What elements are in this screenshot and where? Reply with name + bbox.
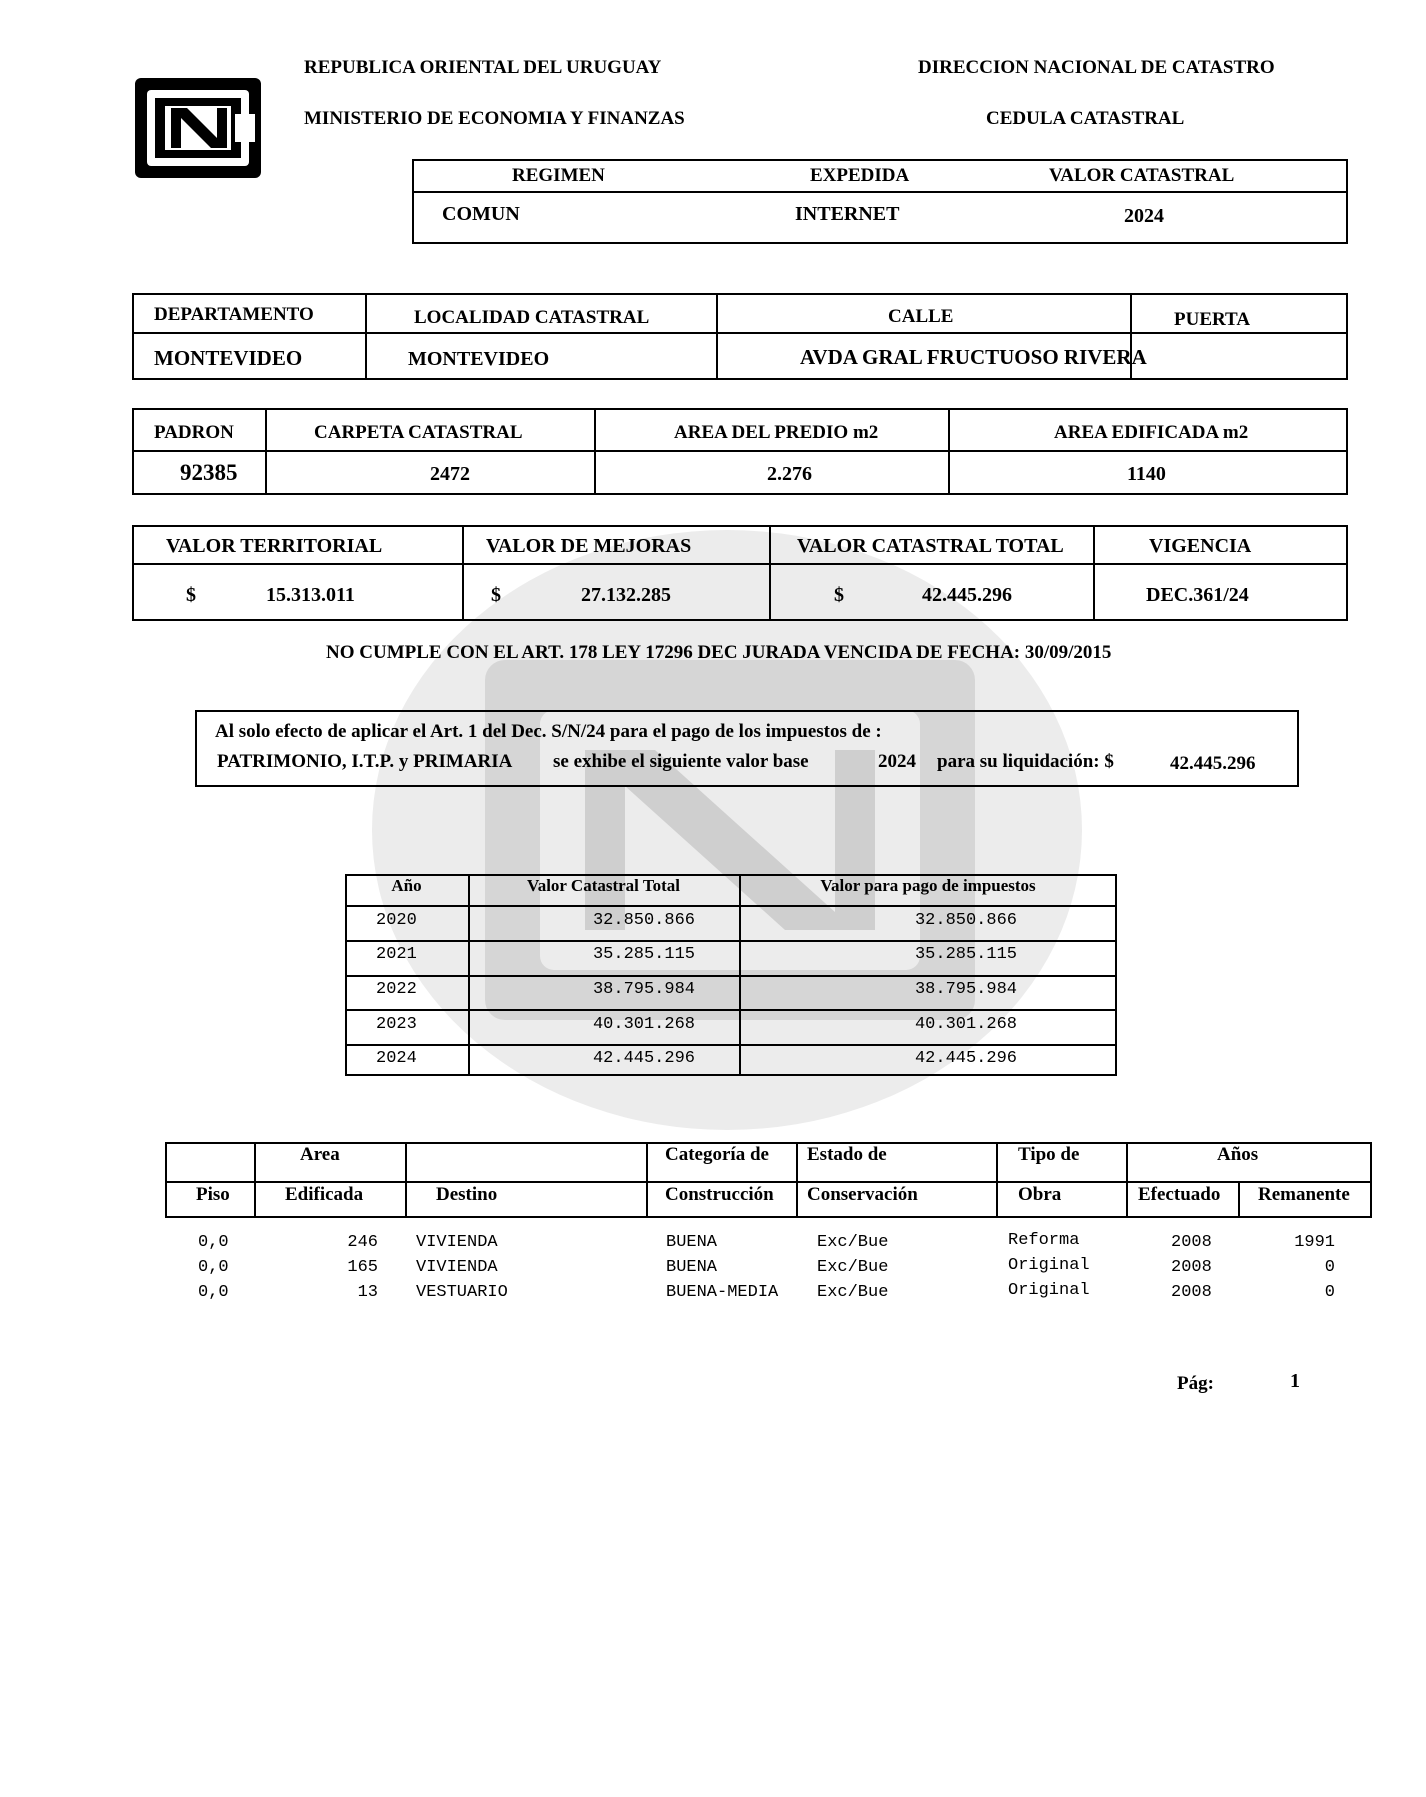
header-categoria: Categoría de <box>665 1144 769 1165</box>
localidad-label: LOCALIDAD CATASTRAL <box>414 307 650 328</box>
row-estado: Exc/Bue <box>817 1258 889 1277</box>
history-total: 40.301.268 <box>592 1015 695 1034</box>
history-tax-value: 35.285.115 <box>914 945 1017 964</box>
regimen-label: REGIMEN <box>512 165 605 186</box>
history-year: 2023 <box>376 1015 417 1034</box>
header-ministry: MINISTERIO DE ECONOMIA Y FINANZAS <box>304 108 685 129</box>
history-total: 42.445.296 <box>592 1049 695 1068</box>
header-efectuado: Efectuado <box>1138 1184 1221 1205</box>
history-tax-value: 32.850.866 <box>914 911 1017 930</box>
document-title: CEDULA CATASTRAL <box>986 108 1185 129</box>
regimen-value: COMUN <box>442 203 520 225</box>
header-piso: Piso <box>196 1184 230 1205</box>
location-box <box>132 293 1348 380</box>
row-categoria: BUENA-MEDIA <box>666 1283 779 1302</box>
valor-total-label: VALOR CATASTRAL TOTAL <box>797 535 1064 557</box>
vigencia-value: DEC.361/24 <box>1146 584 1249 606</box>
row-estado: Exc/Bue <box>817 1233 889 1252</box>
tax-note-phrase: se exhibe el siguiente valor base <box>553 751 809 772</box>
row-piso: 0,0 <box>198 1258 229 1277</box>
header-estado: Estado de <box>807 1144 887 1165</box>
area-edificada-label: AREA EDIFICADA m2 <box>1054 422 1249 443</box>
row-tipo: Original <box>1008 1281 1090 1300</box>
row-piso: 0,0 <box>198 1283 229 1302</box>
valor-territorial-value: 15.313.011 <box>266 584 355 606</box>
header-tipo: Tipo de <box>1018 1144 1080 1165</box>
row-piso: 0,0 <box>198 1233 229 1252</box>
page-number: 1 <box>1290 1370 1300 1392</box>
header-agency: DIRECCION NACIONAL DE CATASTRO <box>918 57 1275 78</box>
history-year: 2020 <box>376 911 417 930</box>
row-remanente: 1991 <box>1294 1233 1335 1252</box>
row-destino: VIVIENDA <box>416 1258 498 1277</box>
row-area: 246 <box>347 1233 378 1252</box>
tax-note-year: 2024 <box>878 751 916 772</box>
puerta-label: PUERTA <box>1174 309 1251 330</box>
header-area: Area <box>300 1144 340 1165</box>
valor-total-value: 42.445.296 <box>922 584 1012 606</box>
history-header-tax: Valor para pago de impuestos <box>820 876 1036 895</box>
compliance-notice: NO CUMPLE CON EL ART. 178 LEY 17296 DEC JURADA VENCIDA DE FECHA: 30/09/2015 <box>326 642 1112 663</box>
currency-symbol: $ <box>186 584 196 606</box>
valor-mejoras-value: 27.132.285 <box>581 584 671 606</box>
header-country: REPUBLICA ORIENTAL DEL URUGUAY <box>304 57 662 78</box>
calle-label: CALLE <box>888 306 954 327</box>
row-area: 165 <box>347 1258 378 1277</box>
carpeta-label: CARPETA CATASTRAL <box>314 422 523 443</box>
departamento-value: MONTEVIDEO <box>154 346 303 370</box>
tax-note-taxes: PATRIMONIO, I.T.P. y PRIMARIA <box>217 751 513 772</box>
history-tax-value: 40.301.268 <box>914 1015 1017 1034</box>
history-tax-value: 38.795.984 <box>914 980 1017 999</box>
expedida-value: INTERNET <box>795 203 900 225</box>
calle-value: AVDA GRAL FRUCTUOSO RIVERA <box>800 345 1147 369</box>
carpeta-value: 2472 <box>430 463 470 485</box>
row-tipo: Reforma <box>1008 1231 1080 1250</box>
header-remanente: Remanente <box>1258 1184 1350 1205</box>
row-categoria: BUENA <box>666 1233 718 1252</box>
history-total: 32.850.866 <box>592 911 695 930</box>
row-efectuado: 2008 <box>1171 1283 1212 1302</box>
tax-note-amount: 42.445.296 <box>1170 753 1256 774</box>
currency-symbol: $ <box>834 584 844 606</box>
padron-value: 92385 <box>180 460 238 485</box>
departamento-label: DEPARTAMENTO <box>154 304 314 325</box>
tax-note-phrase-end: para su liquidación: $ <box>937 751 1114 772</box>
header-destino: Destino <box>436 1184 498 1205</box>
header-construccion: Construcción <box>665 1184 774 1205</box>
row-estado: Exc/Bue <box>817 1283 889 1302</box>
currency-symbol: $ <box>491 584 501 606</box>
header-obra: Obra <box>1018 1184 1062 1205</box>
localidad-value: MONTEVIDEO <box>408 348 550 370</box>
catastro-logo-icon <box>135 78 261 178</box>
vigencia-label: VIGENCIA <box>1149 535 1252 557</box>
row-area: 13 <box>357 1283 378 1302</box>
history-year: 2021 <box>376 945 417 964</box>
history-header-year: Año <box>391 876 422 895</box>
area-predio-value: 2.276 <box>767 463 812 485</box>
row-categoria: BUENA <box>666 1258 718 1277</box>
tax-note-line1: Al solo efecto de aplicar el Art. 1 del Dec. S/N/24 para el pago de los impuestos de : <box>215 721 882 742</box>
expedida-label: EXPEDIDA <box>810 165 910 186</box>
history-total: 35.285.115 <box>592 945 695 964</box>
row-efectuado: 2008 <box>1171 1258 1212 1277</box>
history-tax-value: 42.445.296 <box>914 1049 1017 1068</box>
header-conservacion: Conservación <box>807 1184 918 1205</box>
header-edificada: Edificada <box>285 1184 364 1205</box>
row-tipo: Original <box>1008 1256 1090 1275</box>
valor-catastral-year: 2024 <box>1124 205 1164 227</box>
row-efectuado: 2008 <box>1171 1233 1212 1252</box>
history-year: 2022 <box>376 980 417 999</box>
area-edificada-value: 1140 <box>1127 463 1166 485</box>
row-remanente: 0 <box>1324 1283 1335 1302</box>
row-remanente: 0 <box>1324 1258 1335 1277</box>
row-destino: VESTUARIO <box>416 1283 508 1302</box>
history-year: 2024 <box>376 1049 417 1068</box>
header-anos: Años <box>1217 1144 1259 1165</box>
area-predio-label: AREA DEL PREDIO m2 <box>674 422 879 443</box>
history-total: 38.795.984 <box>592 980 695 999</box>
row-destino: VIVIENDA <box>416 1233 498 1252</box>
valor-mejoras-label: VALOR DE MEJORAS <box>486 535 692 557</box>
page-label: Pág: <box>1177 1373 1214 1394</box>
padron-label: PADRON <box>154 422 234 443</box>
history-header-total: Valor Catastral Total <box>526 876 681 895</box>
valor-territorial-label: VALOR TERRITORIAL <box>166 535 383 557</box>
valor-catastral-label: VALOR CATASTRAL <box>1049 165 1235 186</box>
